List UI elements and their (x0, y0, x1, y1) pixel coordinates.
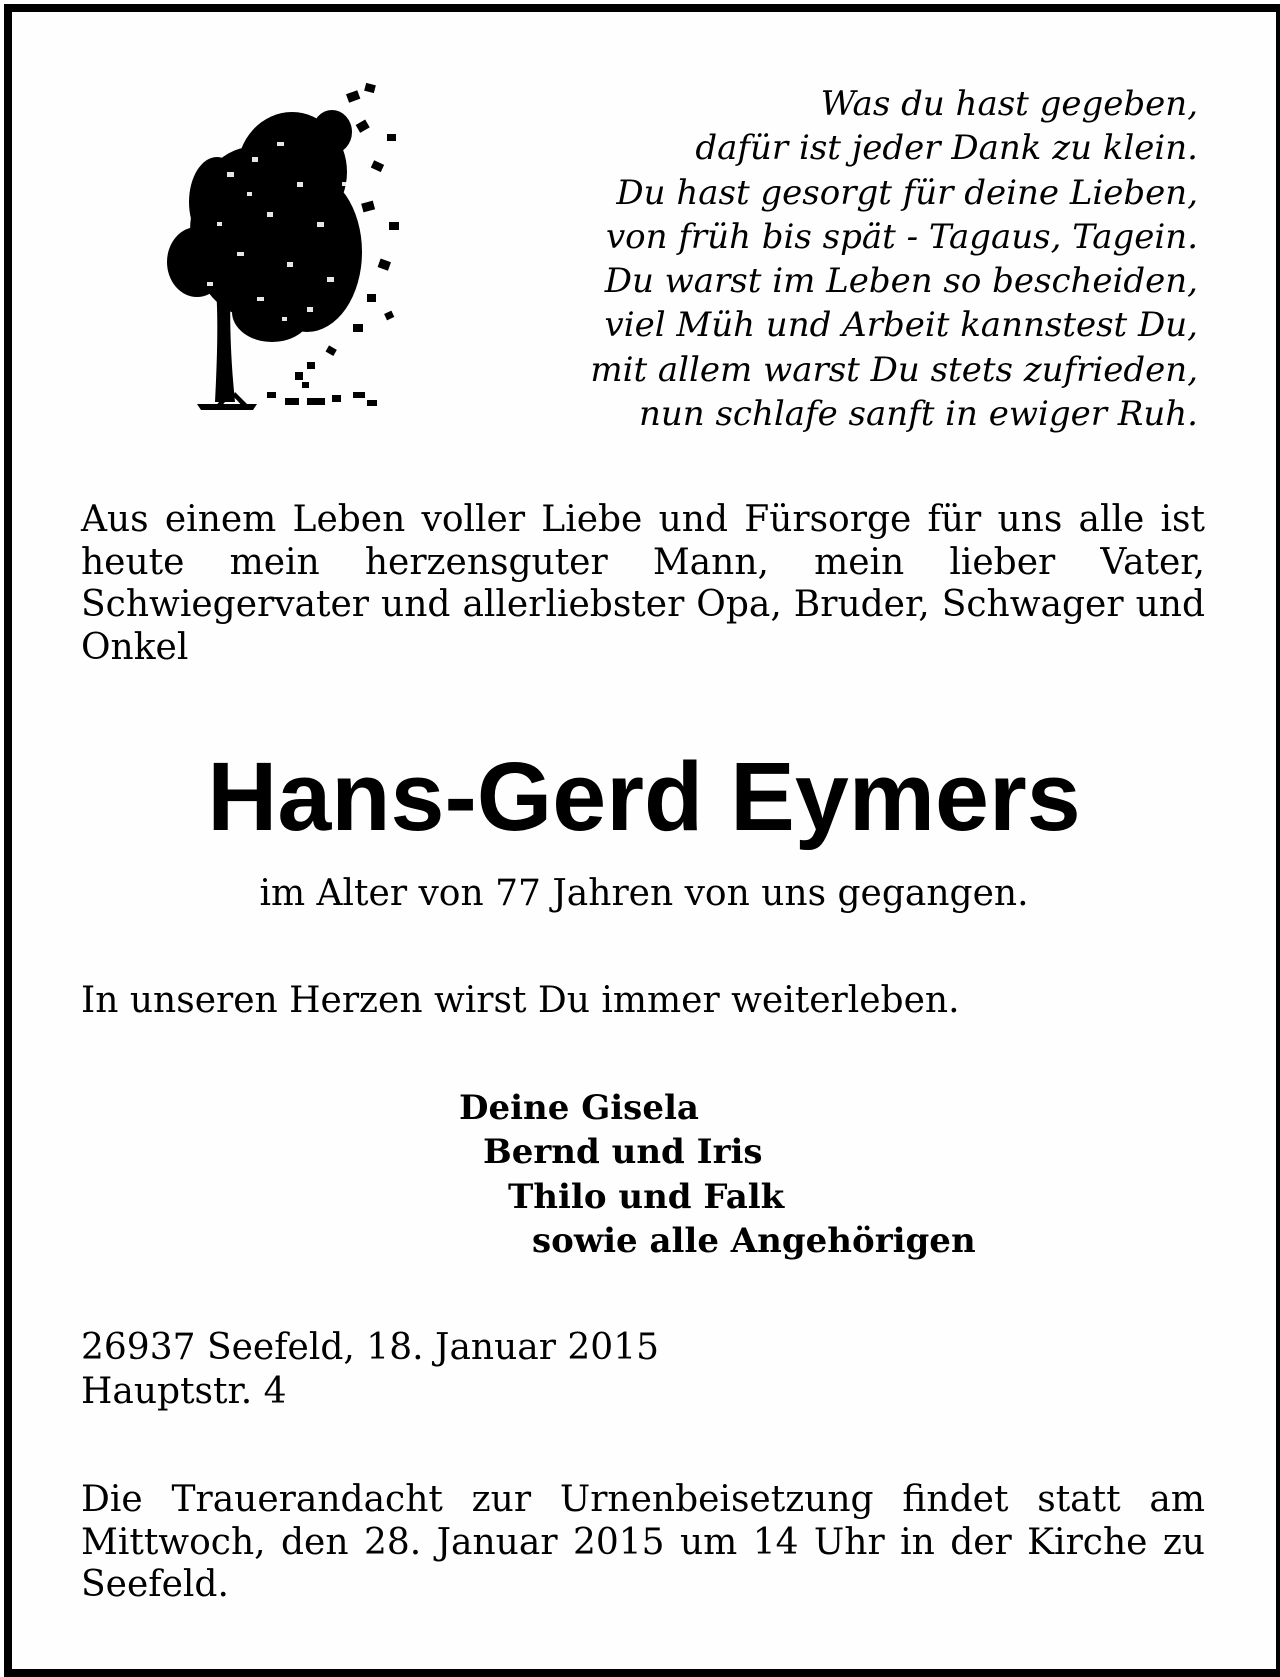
signature-line: Thilo und Falk (508, 1177, 785, 1217)
poem-line: Du hast gesorgt für deine Lieben, (616, 172, 1198, 213)
signature-line: Deine Gisela (459, 1088, 699, 1128)
poem-line: dafür ist jeder Dank zu klein. (695, 128, 1198, 169)
poem-line: Du warst im Leben so bescheiden, (604, 261, 1198, 302)
windswept-tree-icon (157, 62, 437, 422)
place-date: 26937 Seefeld, 18. Januar 2015 (81, 1327, 660, 1368)
signature-line: Bernd und Iris (483, 1132, 763, 1172)
poem-line: Was du hast gegeben, (820, 84, 1198, 124)
poem (590, 82, 1198, 436)
service-paragraph: Die Trauerandacht zur Urnenbeisetzung findet statt am Mittwoch, den 28. Januar 2015 um 14 Uhr in der Kirche zu Seefeld. (81, 1479, 1205, 1605)
poem-line: nun schlafe sanft in ewiger Ruh. (638, 394, 1198, 435)
street-address: Hauptstr. 4 (81, 1371, 287, 1412)
signature-line: sowie alle Angehörigen (532, 1221, 976, 1261)
intro-paragraph: Aus einem Leben voller Liebe und Fürsorge für uns alle ist heute mein herzensguter Mann, mein lieber Vater, Schwiegervater und allerliebster Opa, Bruder, Schwager und Onkel (81, 499, 1205, 668)
obituary-notice (4, 4, 1280, 1677)
remembrance-line: In unseren Herzen wirst Du immer weiterleben. (81, 980, 960, 1021)
poem-line: mit allem warst Du stets zufrieden, (590, 349, 1198, 390)
poem-line: viel Müh und Arbeit kannstest Du, (604, 305, 1198, 346)
deceased-name: Hans-Gerd Eymers (207, 742, 1081, 851)
age-line: im Alter von 77 Jahren von uns gegangen. (259, 873, 1029, 914)
poem-line: von früh bis spät - Tagaus, Tagein. (605, 216, 1198, 257)
